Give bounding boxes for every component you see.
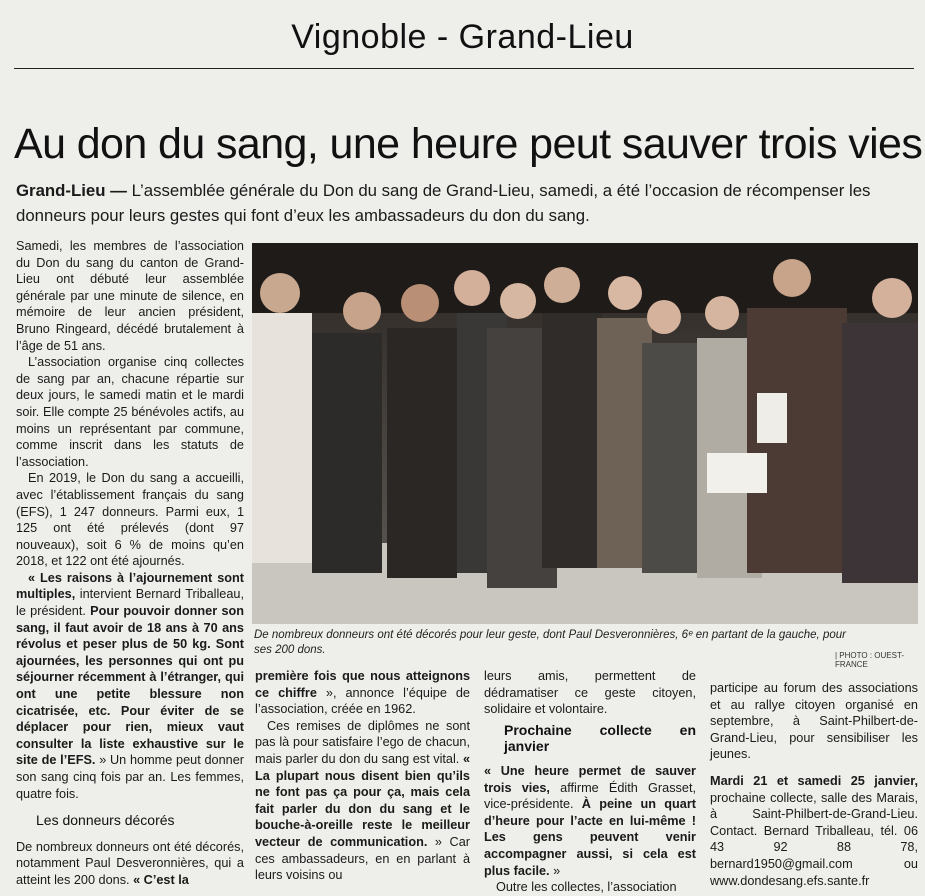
paragraph	[16, 570, 244, 802]
paragraph: participe au forum des associations et au rallye citoyen organisé en septembre, à Saint-Philbert-de-Grand-Lieu, pour sensibiliser les jeunes.	[710, 681, 918, 762]
text: Ces remises de diplômes ne sont pas là pour satisfaire l’ego de chacun, mais parler du don du sang est vital.	[255, 718, 470, 766]
paragraph	[484, 763, 696, 879]
lead-location: Grand-Lieu —	[16, 181, 127, 200]
quote: « La plupart nous disent bien qu’ils ne font pas ça pour ça, mais cela fait parler du don du sang et le bouche-à-oreille reste le meilleur vecteur de communication.	[255, 751, 470, 849]
paragraph: leurs amis, permettent de dédramatiser ce geste citoyen, solidaire et volontaire.	[484, 669, 696, 717]
article-headline: Au don du sang, une heure peut sauver trois vies	[14, 120, 923, 168]
paragraph	[710, 773, 918, 889]
article-lead	[16, 178, 916, 228]
photo-caption: De nombreux donneurs ont été décorés pour leur geste, dont Paul Desveronnières, 6ᵉ en partant de la gauche, pour ses 200 dons.	[254, 629, 846, 656]
event-date: Mardi 21 et samedi 25 janvier,	[710, 773, 918, 788]
section-header: Vignoble - Grand-Lieu	[291, 18, 634, 56]
text-column-2	[255, 668, 470, 884]
paragraph	[255, 668, 470, 718]
article-photo	[252, 243, 918, 624]
text: prochaine collecte, salle des Marais, à Saint-Philbert-de-Grand-Lieu. Contact. Bernard Triballeau, tél. 06 43 92 88 78, bernard1950@gmail.com ou www.dondesang.efs.sante.fr	[710, 790, 918, 888]
text: » Un homme peut donner son sang cinq fois par an. Les femmes, quatre fois.	[16, 753, 245, 801]
quote: « Une heure permet de sauver trois vies,	[484, 763, 696, 795]
header-rule	[14, 68, 914, 69]
paragraph: L’association organise cinq collectes de sang par an, chacune répartie sur deux jours, le samedi matin et le mardi soir. Elle compte 25 bénévoles actifs, au moins un représentant par commune, comme inscrit dans les statuts de l’association.	[16, 355, 244, 469]
paragraph: En 2019, le Don du sang a accueilli, avec l’établissement français du sang (EFS), 1 247 donneurs. Parmi eux, 1 125 ont été prélevés (dont 97 nouveaux), soit 6 % de moins qu’en 2018, et 122 ont été ajournés.	[16, 471, 244, 569]
text: affirme Édith Grasset, vice-présidente.	[484, 780, 696, 812]
quote: À peine un quart d’heure pour l’acte en lui-même ! Les gens peuvent venir accompagner aussi, si cela est plus facile.	[484, 797, 696, 878]
paragraph	[255, 718, 470, 884]
text: », annonce l’équipe de l’association, créée en 1962.	[255, 685, 470, 717]
group-photo-image	[252, 243, 918, 624]
quote: « Les raisons à l’ajournement sont multiples,	[16, 570, 244, 602]
quote: première fois que nous atteignons ce chiffre	[255, 669, 470, 700]
text-column-4	[710, 680, 918, 889]
text: De nombreux donneurs ont été décorés, notamment Paul Desveronnières, qui a atteint les 200 dons.	[16, 839, 244, 887]
lead-text: L’assemblée générale du Don du sang de Grand-Lieu, samedi, a été l’occasion de récompenser les donneurs pour leurs gestes qui font d’eux les ambassadeurs du don du sang.	[16, 181, 871, 225]
text: intervient Bernard Triballeau, le président.	[16, 587, 244, 619]
photo-credit: | PHOTO : OUEST-FRANCE	[835, 651, 905, 669]
text-column-3	[484, 668, 696, 896]
subheading: Les donneurs décorés	[36, 812, 175, 829]
text-column-1	[16, 238, 244, 889]
paragraph: Samedi, les membres de l’association du Don du sang du canton de Grand-Lieu ont débuté leur assemblée générale par une minute de silence, en mémoire de leur ancien président, Bruno Ringeard, décédé brutalement à l’âge de 51 ans.	[16, 239, 244, 353]
text: » Car ces ambassadeurs, en en parlant à leurs voisins ou	[255, 834, 470, 883]
quote: Pour pouvoir donner son sang, il faut avoir de 18 ans à 70 ans révolus et peser plus de 50 kg. Sont ajournées, les personnes qui ont pu séjourner récemment à l’étranger, qui ont une petite blessure non cicatrisée, etc. Pour éviter de se déplacer pour rien, mieux vaut consulter la liste exhaustive sur le site de l’EFS.	[16, 604, 244, 768]
quote: « C’est la	[133, 872, 189, 887]
text: »	[549, 863, 561, 878]
paragraph	[16, 839, 244, 889]
paragraph: Outre les collectes, l’association	[496, 880, 677, 895]
subheading: Prochaine collecte en janvier	[504, 721, 696, 755]
